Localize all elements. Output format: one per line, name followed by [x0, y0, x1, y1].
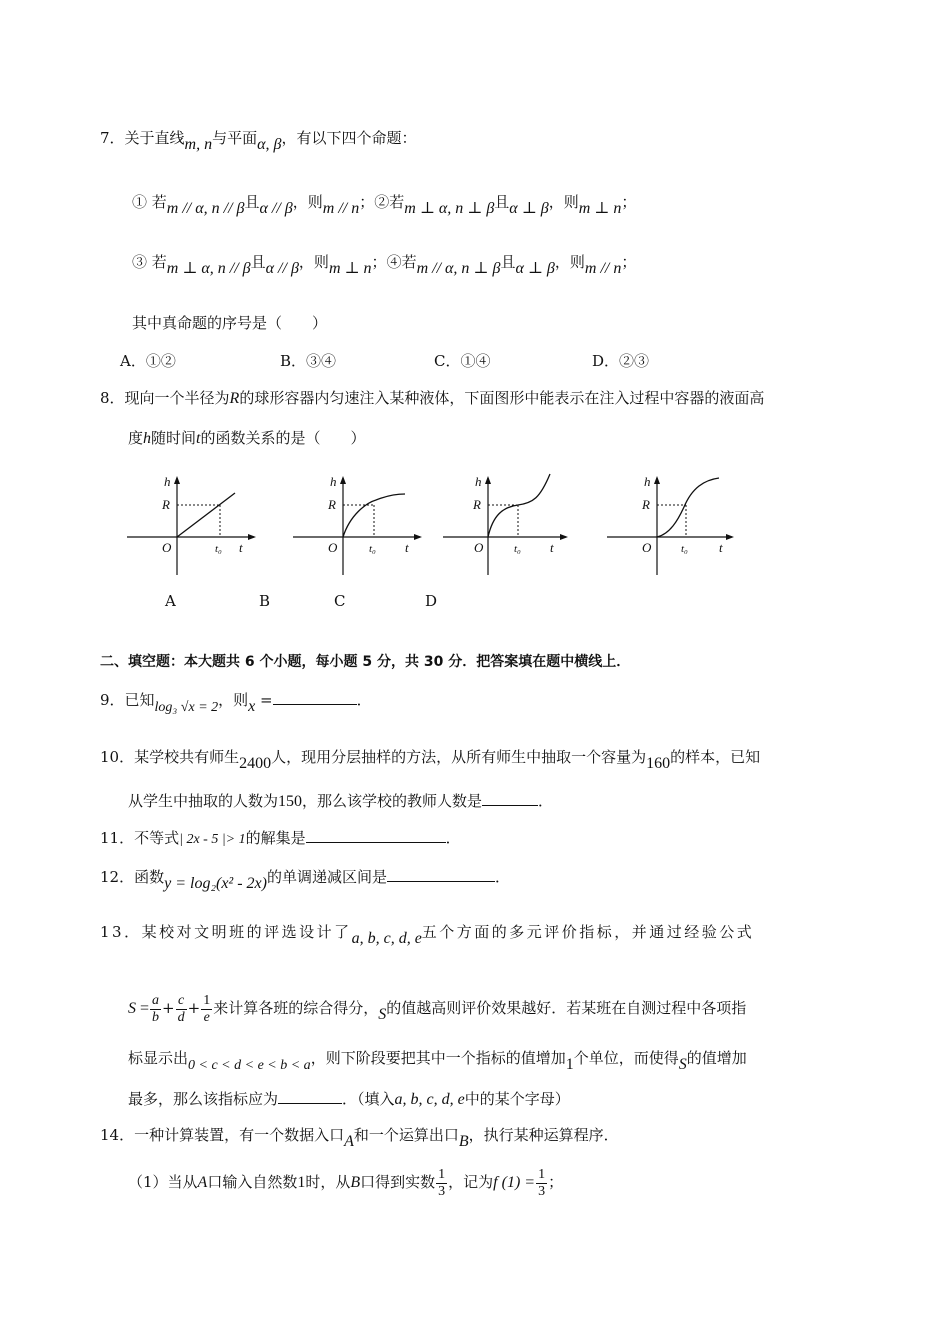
q12-function-expr: y = log₂(x² - 2x): [164, 875, 267, 892]
q13-line4: 最多，那么该指标应为 ．（填入a, b, c, d, e中的某个字母）: [128, 1090, 570, 1108]
q13-line3: 标显示出0 < c < d < e < b < a，则下阶段要把其中一个指标的值增加1个单位，而使得S的值增加: [128, 1049, 747, 1073]
q7-option-a: A．①②: [120, 352, 176, 370]
q10-line2: 从学生中抽取的人数为150，那么该学校的教师人数是 ．: [128, 792, 554, 810]
q13-answer-blank[interactable]: [278, 1089, 342, 1104]
q10-line1: 10．某学校共有师生2400人，现用分层抽样的方法，从所有师生中抽取一个容量为160的样本，已知: [100, 748, 761, 772]
q14-stem: 14．一种计算装置，有一个数据入口A和一个运算出口B，执行某种运算程序．: [100, 1126, 619, 1150]
origin-label: O: [474, 540, 484, 555]
t0-label: t₀: [369, 543, 376, 555]
q10-answer-blank[interactable]: [482, 791, 538, 806]
q8-graph-d: [602, 470, 742, 580]
fraction-c-over-d: $\frac{c}{d}$: [177, 992, 185, 1025]
t0-label: t₀: [681, 543, 688, 555]
axis-h-label: h: [164, 474, 171, 489]
radius-r-label: R: [642, 497, 650, 512]
q14-part1: （1）当从A口输入自然数1时，从B口得到实数 $\frac{1}{3}$ ，记为f (1) = $\frac{1}{3}$ ；: [128, 1166, 564, 1199]
axis-h-label: h: [330, 474, 337, 489]
q7-propositions-3-4: ③ 若m ⊥ α, n // β且α // β，则m ⊥ n；④若m // α, n ⊥ β且α ⊥ β，则m // n；: [132, 253, 637, 277]
axis-t-label: t: [719, 540, 723, 555]
axis-h-label: h: [644, 474, 651, 489]
q11: 11．不等式| 2x - 5 |> 1的解集是 ．: [100, 829, 461, 847]
q8-stem-line2: 度h随时间t的函数关系的是（ ）: [128, 429, 366, 447]
section-2-heading: 二、填空题：本大题共 6 个小题，每小题 5 分，共 30 分．把答案填在题中横线上．: [100, 654, 631, 670]
q8-graph-letter-c: C: [334, 592, 346, 610]
q8-graph-letter-d: D: [425, 592, 438, 610]
t0-label: t₀: [514, 543, 521, 555]
q13-line2: S = $\frac{a}{b}$ + $\frac{c}{d}$ + $\frac{1}{e}$ 来计算各班的综合得分，S的值越高则评价效果越好．若某班在自测过程中各项指: [128, 992, 747, 1025]
q9-answer-blank[interactable]: [273, 690, 357, 705]
q9: 9．已知log₃ √x = 2，则x = ．: [100, 691, 372, 715]
q8-graph-b: [288, 470, 428, 580]
q11-inequality: | 2x - 5 |> 1: [179, 832, 246, 847]
q13-line1: 13．某校对文明班的评选设计了a, b, c, d, e五个方面的多元评价指标，并通过经验公式: [100, 923, 755, 947]
q7-option-b: B．③④: [280, 352, 337, 370]
radius-r-label: R: [473, 497, 481, 512]
q11-answer-blank[interactable]: [306, 828, 446, 843]
axis-h-label: h: [475, 474, 482, 489]
q12-answer-blank[interactable]: [387, 867, 495, 882]
q8-graph-letter-a: A: [165, 592, 176, 610]
fraction-1-over-3: $\frac{1}{3}$: [438, 1166, 446, 1199]
q8-stem-line1: 8．现向一个半径为R的球形容器内匀速注入某种液体，下面图形中能表示在注入过程中容器的液面高: [100, 389, 765, 407]
t0-label: t₀: [215, 543, 222, 555]
axis-t-label: t: [239, 540, 243, 555]
axis-t-label: t: [405, 540, 409, 555]
q7-stem: 7．关于直线m, n与平面α, β，有以下四个命题：: [100, 129, 417, 153]
radius-r-label: R: [162, 497, 170, 512]
q7-ask: 其中真命题的序号是（ ）: [132, 314, 328, 332]
q7-propositions-1-2: ① 若m // α, n // β且α // β，则m // n；②若m ⊥ α, n ⊥ β且α ⊥ β，则m ⊥ n；: [132, 193, 637, 217]
origin-label: O: [642, 540, 652, 555]
q7-option-c: C．①④: [434, 352, 491, 370]
q8-graph-letter-b: B: [259, 592, 271, 610]
origin-label: O: [328, 540, 338, 555]
fraction-a-over-b: $\frac{a}{b}$: [152, 992, 160, 1025]
q8-graph-a: [122, 470, 262, 580]
fraction-1-over-e: $\frac{1}{e}$: [203, 992, 211, 1025]
q7-lines-mn: m, n: [184, 136, 213, 153]
radius-r-label: R: [328, 497, 336, 512]
q8-graph-c: [438, 470, 578, 580]
q9-log-expr: log₃ √x = 2: [154, 700, 219, 715]
q12: 12．函数y = log₂(x² - 2x)的单调递减区间是 ．: [100, 868, 511, 892]
fraction-1-over-3-result: $\frac{1}{3}$: [538, 1166, 546, 1199]
q13-inequality: 0 < c < d < e < b < a: [188, 1058, 311, 1073]
q7-option-d: D．②③: [592, 352, 650, 370]
axis-t-label: t: [550, 540, 554, 555]
origin-label: O: [162, 540, 172, 555]
q7-planes-ab: α, β: [257, 136, 282, 153]
